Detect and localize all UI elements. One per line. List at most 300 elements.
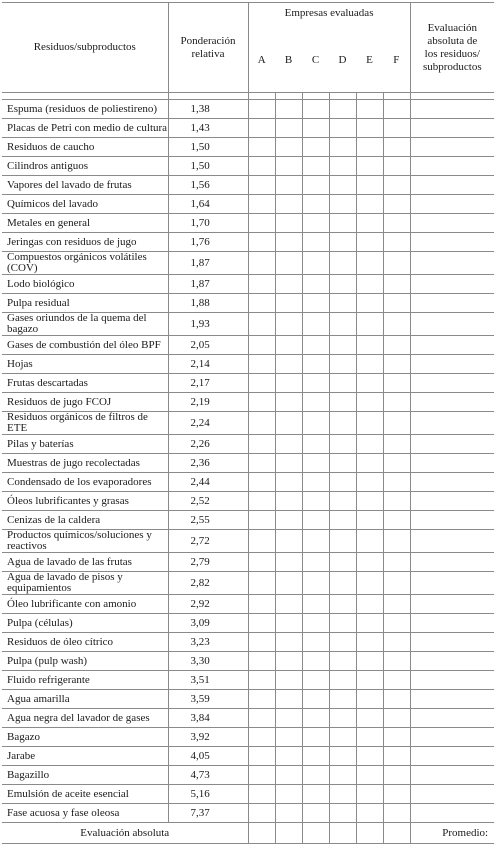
absolute-evaluation-cell [410,157,494,176]
company-score-cell [248,785,275,804]
company-score-cell [248,747,275,766]
table-row [2,454,494,473]
company-score-cell [275,195,302,214]
company-score-cell [302,785,329,804]
company-score-cell [302,176,329,195]
company-score-cell [302,652,329,671]
table-row [2,652,494,671]
company-score-cell [383,157,410,176]
table-row [2,214,494,233]
company-score-cell [275,294,302,313]
absolute-evaluation-cell [410,355,494,374]
company-score-cell [248,511,275,530]
company-score-cell [329,728,356,747]
table-row [2,709,494,728]
company-score-cell [329,252,356,275]
absolute-evaluation-cell [410,690,494,709]
company-score-cell [383,473,410,492]
company-score-cell [329,313,356,336]
company-score-cell [248,214,275,233]
absolute-evaluation-cell [410,100,494,119]
absolute-evaluation-cell [410,652,494,671]
company-score-cell [329,176,356,195]
company-score-cell [248,100,275,119]
table-row [2,511,494,530]
company-score-cell [329,690,356,709]
relative-weight: 3,23 [168,633,248,652]
table-row [2,492,494,511]
company-score-cell [248,766,275,785]
company-score-cell [275,275,302,294]
company-score-cell [329,195,356,214]
company-score-cell [329,275,356,294]
company-score-cell [248,355,275,374]
company-score-cell [275,572,302,595]
table-row [2,595,494,614]
company-score-cell [383,176,410,195]
company-score-cell [383,572,410,595]
company-score-cell [383,671,410,690]
company-score-cell [302,747,329,766]
relative-weight: 1,87 [168,252,248,275]
absolute-evaluation-cell [410,336,494,355]
company-score-cell [383,804,410,823]
company-score-cell [383,119,410,138]
residue-name: Óleos lubrificantes y grasas [2,492,168,511]
company-score-cell [302,195,329,214]
company-score-cell [356,614,383,633]
company-score-cell [383,785,410,804]
company-score-cell [275,785,302,804]
absolute-evaluation-cell [410,374,494,393]
footer-average: Promedio: [410,823,494,844]
company-score-cell [248,294,275,313]
company-score-cell [275,747,302,766]
table-row [2,100,494,119]
company-score-cell [248,336,275,355]
residue-name: Pulpa (células) [2,614,168,633]
company-score-cell [248,728,275,747]
absolute-evaluation-cell [410,572,494,595]
company-score-cell [356,214,383,233]
residue-name: Agua amarilla [2,690,168,709]
company-score-cell [275,595,302,614]
relative-weight: 1,70 [168,214,248,233]
absolute-evaluation-cell [410,671,494,690]
company-score-cell [275,355,302,374]
residue-name: Hojas [2,355,168,374]
company-score-cell [383,454,410,473]
company-score-cell [329,530,356,553]
residue-name: Pulpa residual [2,294,168,313]
company-score-cell [275,374,302,393]
company-score-cell [302,709,329,728]
absolute-evaluation-cell [410,728,494,747]
company-score-cell [302,766,329,785]
company-score-cell [302,214,329,233]
table-row [2,435,494,454]
company-score-cell [356,454,383,473]
company-score-cell [329,157,356,176]
company-score-cell [356,530,383,553]
residue-name: Gases de combustión del óleo BPF [2,336,168,355]
residue-name: Residuos de óleo cítrico [2,633,168,652]
company-score-cell [383,435,410,454]
table-row [2,473,494,492]
company-score-cell [248,804,275,823]
relative-weight: 2,14 [168,355,248,374]
company-score-cell [383,214,410,233]
residue-name: Jarabe [2,747,168,766]
company-score-cell [275,157,302,176]
company-score-cell [275,766,302,785]
company-score-cell [329,614,356,633]
company-score-cell [329,633,356,652]
company-score-cell [302,157,329,176]
relative-weight: 2,55 [168,511,248,530]
absolute-evaluation-cell [410,294,494,313]
company-score-cell [302,690,329,709]
company-score-cell [275,393,302,412]
company-score-cell [248,233,275,252]
company-score-cell [356,294,383,313]
company-score-cell [275,671,302,690]
absolute-evaluation-cell [410,313,494,336]
company-score-cell [248,652,275,671]
company-score-cell [383,633,410,652]
company-score-cell [356,100,383,119]
company-score-cell [329,294,356,313]
company-score-cell [329,100,356,119]
company-score-cell [356,374,383,393]
relative-weight: 2,19 [168,393,248,412]
company-score-cell [302,572,329,595]
company-score-cell [383,336,410,355]
company-score-cell [302,294,329,313]
company-score-cell [248,633,275,652]
company-score-cell [356,633,383,652]
company-score-cell [383,766,410,785]
table-row [2,252,494,275]
company-score-cell [302,530,329,553]
company-score-cell [383,553,410,572]
residue-name: Pilas y baterías [2,435,168,454]
residue-name: Agua negra del lavador de gases [2,709,168,728]
company-score-cell [329,393,356,412]
company-score-cell [356,804,383,823]
company-score-cell [248,473,275,492]
header-companies-group: Empresas evaluadas [248,3,410,30]
residue-name: Lodo biológico [2,275,168,294]
company-score-cell [329,595,356,614]
absolute-evaluation-cell [410,233,494,252]
company-score-cell [275,492,302,511]
table-row [2,313,494,336]
residue-name: Cenizas de la caldera [2,511,168,530]
company-score-cell [383,138,410,157]
company-score-cell [302,454,329,473]
relative-weight: 2,44 [168,473,248,492]
company-score-cell [248,157,275,176]
residue-name: Gases oriundos de la quema del bagazo [2,313,168,336]
company-score-cell [275,252,302,275]
company-score-cell [248,671,275,690]
company-score-cell [329,374,356,393]
relative-weight: 1,38 [168,100,248,119]
absolute-evaluation-cell [410,511,494,530]
company-score-cell [356,728,383,747]
absolute-evaluation-cell [410,595,494,614]
company-score-cell [383,100,410,119]
company-score-cell [329,454,356,473]
table-row [2,614,494,633]
company-a: A [248,29,275,93]
company-score-cell [356,435,383,454]
company-score-cell [302,473,329,492]
company-c: C [302,29,329,93]
absolute-evaluation-cell [410,804,494,823]
company-score-cell [329,214,356,233]
residue-name: Productos químicos/soluciones y reactivos [2,530,168,553]
relative-weight: 2,82 [168,572,248,595]
company-score-cell [356,572,383,595]
residue-name: Fase acuosa y fase oleosa [2,804,168,823]
company-score-cell [275,614,302,633]
company-score-cell [383,195,410,214]
company-score-cell [302,393,329,412]
company-score-cell [302,252,329,275]
residue-name: Jeringas con residuos de jugo [2,233,168,252]
company-score-cell [275,690,302,709]
relative-weight: 1,50 [168,138,248,157]
company-score-cell [302,119,329,138]
company-score-cell [383,690,410,709]
company-score-cell [329,412,356,435]
residue-name: Muestras de jugo recolectadas [2,454,168,473]
table-row [2,747,494,766]
relative-weight: 2,79 [168,553,248,572]
company-score-cell [329,336,356,355]
table-row [2,195,494,214]
company-score-cell [329,785,356,804]
residue-name: Espuma (residuos de poliestireno) [2,100,168,119]
table-row [2,530,494,553]
company-score-cell [275,336,302,355]
company-score-cell [248,119,275,138]
table-row [2,690,494,709]
company-score-cell [383,652,410,671]
company-score-cell [275,473,302,492]
residue-name: Compuestos orgánicos volátiles (COV) [2,252,168,275]
company-f: F [383,29,410,93]
table-row [2,336,494,355]
company-score-cell [248,138,275,157]
company-score-cell [329,233,356,252]
company-score-cell [248,313,275,336]
absolute-evaluation-cell [410,747,494,766]
company-score-cell [302,595,329,614]
company-score-cell [329,473,356,492]
absolute-evaluation-cell [410,435,494,454]
table-row [2,119,494,138]
company-score-cell [275,728,302,747]
company-score-cell [383,275,410,294]
company-score-cell [383,252,410,275]
company-score-cell [302,614,329,633]
company-score-cell [302,671,329,690]
relative-weight: 5,16 [168,785,248,804]
table-row [2,374,494,393]
company-score-cell [275,233,302,252]
absolute-evaluation-cell [410,633,494,652]
table-row [2,138,494,157]
residue-name: Condensado de los evaporadores [2,473,168,492]
company-score-cell [275,709,302,728]
company-e: E [356,29,383,93]
header-absolute-evaluation: Evaluación absoluta de los residuos/ subproductos [410,3,494,93]
absolute-evaluation-cell [410,275,494,294]
company-score-cell [356,393,383,412]
company-score-cell [383,728,410,747]
company-score-cell [302,336,329,355]
residue-name: Frutas descartadas [2,374,168,393]
company-score-cell [383,492,410,511]
table-row [2,553,494,572]
relative-weight: 4,05 [168,747,248,766]
company-score-cell [248,553,275,572]
company-score-cell [329,492,356,511]
residue-name: Residuos de jugo FCOJ [2,393,168,412]
company-score-cell [302,553,329,572]
company-score-cell [275,553,302,572]
company-score-cell [302,100,329,119]
relative-weight: 3,09 [168,614,248,633]
table-row [2,785,494,804]
residue-name: Metales en general [2,214,168,233]
relative-weight: 1,87 [168,275,248,294]
company-score-cell [356,138,383,157]
company-score-cell [383,355,410,374]
company-score-cell [383,595,410,614]
company-score-cell [275,313,302,336]
company-score-cell [248,252,275,275]
company-b: B [275,29,302,93]
company-score-cell [302,412,329,435]
relative-weight: 2,17 [168,374,248,393]
header-spacer [2,93,494,100]
company-score-cell [302,435,329,454]
residue-name: Residuos orgánicos de filtros de ETE [2,412,168,435]
company-score-cell [356,233,383,252]
company-score-cell [275,119,302,138]
company-score-cell [329,355,356,374]
company-score-cell [329,138,356,157]
company-score-cell [356,690,383,709]
company-score-cell [356,747,383,766]
company-score-cell [248,195,275,214]
company-score-cell [302,138,329,157]
relative-weight: 2,36 [168,454,248,473]
residue-name: Vapores del lavado de frutas [2,176,168,195]
company-score-cell [356,652,383,671]
footer-label: Evaluación absoluta [2,823,248,844]
absolute-evaluation-cell [410,454,494,473]
relative-weight: 3,51 [168,671,248,690]
company-score-cell [302,804,329,823]
company-score-cell [302,728,329,747]
company-score-cell [356,252,383,275]
company-score-cell [329,553,356,572]
table-row [2,233,494,252]
company-score-cell [275,530,302,553]
relative-weight: 7,37 [168,804,248,823]
absolute-evaluation-cell [410,553,494,572]
company-score-cell [302,492,329,511]
company-score-cell [356,473,383,492]
company-score-cell [248,709,275,728]
residue-name: Emulsión de aceite esencial [2,785,168,804]
relative-weight: 2,24 [168,412,248,435]
company-score-cell [248,595,275,614]
company-score-cell [329,747,356,766]
absolute-evaluation-cell [410,252,494,275]
company-score-cell [302,355,329,374]
company-score-cell [302,313,329,336]
absolute-evaluation-cell [410,614,494,633]
absolute-evaluation-cell [410,473,494,492]
relative-weight: 1,76 [168,233,248,252]
absolute-evaluation-cell [410,530,494,553]
relative-weight: 3,30 [168,652,248,671]
table-row [2,804,494,823]
company-score-cell [275,100,302,119]
table-row [2,572,494,595]
company-score-cell [248,176,275,195]
relative-weight: 1,50 [168,157,248,176]
company-score-cell [383,511,410,530]
company-score-cell [329,671,356,690]
company-score-cell [302,633,329,652]
company-score-cell [275,652,302,671]
absolute-evaluation-cell [410,176,494,195]
table-row [2,766,494,785]
company-score-cell [275,176,302,195]
company-score-cell [383,412,410,435]
absolute-evaluation-cell [410,412,494,435]
relative-weight: 1,43 [168,119,248,138]
company-score-cell [383,313,410,336]
company-score-cell [275,511,302,530]
residue-name: Cilindros antiguos [2,157,168,176]
residue-name: Químicos del lavado [2,195,168,214]
absolute-evaluation-cell [410,138,494,157]
table-row [2,633,494,652]
relative-weight: 2,72 [168,530,248,553]
company-score-cell [248,275,275,294]
absolute-evaluation-cell [410,785,494,804]
company-score-cell [302,275,329,294]
company-score-cell [275,435,302,454]
residues-table [2,2,494,844]
company-score-cell [356,709,383,728]
company-score-cell [329,511,356,530]
residue-name: Agua de lavado de pisos y equipamientos [2,572,168,595]
company-score-cell [383,709,410,728]
company-score-cell [383,614,410,633]
company-score-cell [356,157,383,176]
company-score-cell [248,374,275,393]
company-score-cell [383,393,410,412]
